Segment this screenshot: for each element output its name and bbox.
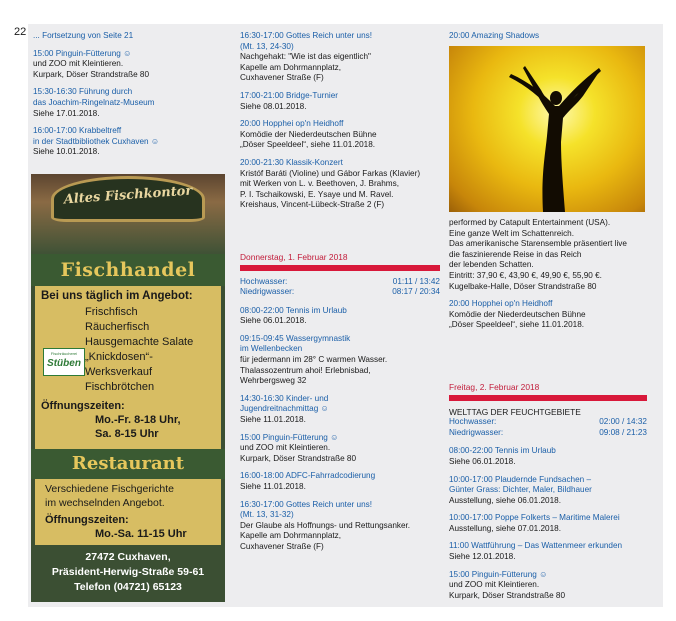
event-title: Günter Grass: Dichter, Maler, Bildhauer <box>449 485 592 495</box>
event-item <box>240 500 440 553</box>
event-detail: Komödie der Niederdeutschen Bühne <box>449 309 586 319</box>
page-number: 22 <box>14 26 27 38</box>
event-detail: Cuxhavener Straße (F) <box>240 73 324 83</box>
tide-times: 08:17 / 20:34 <box>392 287 440 297</box>
tide-label: Niedrigwasser: <box>240 287 295 297</box>
description-line: Kugelbake-Halle, Döser Strandstraße 80 <box>449 281 597 291</box>
stueben-logo <box>43 348 85 376</box>
event-list <box>240 306 440 553</box>
tide-row <box>240 277 440 288</box>
event-detail: und ZOO mit Kleintieren. <box>33 59 124 69</box>
ad-address-street: Präsident-Herwig-Straße 59-61 <box>51 566 205 578</box>
event-title: 15:00 Pinguin-Fütterung ☺ <box>449 569 548 579</box>
event-detail: und ZOO mit Kleintieren. <box>449 580 540 590</box>
ad-item-3: Hausgemachte Salate <box>85 336 194 348</box>
event-title: 15:00 Pinguin-Fütterung ☺ <box>240 432 339 442</box>
event-item <box>449 475 647 507</box>
tide-label: Niedrigwasser: <box>449 427 504 437</box>
ad-address-phone: Telefon (04721) 65123 <box>74 581 182 593</box>
tide-label: Hochwasser: <box>240 276 288 286</box>
tide-row <box>449 428 647 439</box>
tide-table <box>240 277 440 298</box>
event-detail: Kreishaus, Vincent-Lübeck-Straße 2 (F) <box>240 200 385 210</box>
event-item <box>240 334 440 387</box>
event-item <box>33 49 223 81</box>
day-rule <box>240 265 440 271</box>
event-title: 16:30-17:00 Gottes Reich unter uns! <box>240 499 372 509</box>
event-title: (Mt. 13, 24-30) <box>240 41 294 51</box>
event-detail: Kapelle am Dohrmannplatz, <box>240 62 342 72</box>
event-title: 16:30-17:00 Gottes Reich unter uns! <box>240 31 372 40</box>
event-item <box>240 433 440 465</box>
ad-restaurant-hours: Mo.-Sa. 11-15 Uhr <box>95 528 187 540</box>
event-item <box>449 513 647 534</box>
ad-offer-title: Bei uns täglich im Angebot: <box>41 290 193 302</box>
tide-label: Hochwasser: <box>449 417 497 427</box>
event-item <box>449 541 647 562</box>
description-line: performed by Catapult Entertainment (USA). <box>449 218 611 227</box>
event-item <box>33 87 223 119</box>
event-detail: Ausstellung, siehe 07.01.2018. <box>449 523 561 533</box>
ad-restaurant-line1: Verschiedene Fischgerichte <box>45 483 174 495</box>
event-detail: Siehe 11.01.2018. <box>240 482 306 491</box>
event-title: 17:00-21:00 Bridge-Turnier <box>240 90 339 100</box>
event-title: 08:00-22:00 Tennis im Urlaub <box>449 446 556 456</box>
event-title: 08:00-22:00 Tennis im Urlaub <box>240 305 347 315</box>
ad-banner-restaurant <box>31 449 225 479</box>
event-item <box>449 31 647 42</box>
event-title: 09:15-09:45 Wassergymnastik <box>240 333 351 343</box>
event-detail: Der Glaube als Hoffnungs- und Rettungsanker. <box>240 520 411 530</box>
event-item <box>240 119 440 151</box>
event-title: 20:00 Amazing Shadows <box>449 31 540 40</box>
event-title: 10:00-17:00 Plaudernde Fundsachen – <box>449 474 592 484</box>
event-title: 14:30-16:30 Kinder- und <box>240 393 329 403</box>
description-line: Das amerikanische Starensemble präsentiert live <box>449 239 627 249</box>
ad-address-city: 27472 Cuxhaven, <box>85 551 171 563</box>
ad-offer-panel <box>35 286 221 449</box>
event-title: in der Stadtbibliothek Cuxhaven ☺ <box>33 136 160 146</box>
event-detail: Kurpark, Döser Strandstraße 80 <box>449 590 566 600</box>
event-list <box>33 49 223 158</box>
event-detail: Siehe 08.01.2018. <box>240 101 307 111</box>
ad-hours-label: Öffnungszeiten: <box>41 400 125 412</box>
event-item <box>449 446 647 467</box>
fischkontor-advertisement <box>31 174 225 602</box>
stueben-logo-text: Stüben <box>47 358 81 369</box>
event-detail: für jedermann im 28° C warmen Wasser. <box>240 355 388 365</box>
event-detail: mit Werken von L. v. Beethoven, J. Brahms, <box>240 179 399 189</box>
description-line: der lebenden Schatten. <box>449 260 534 270</box>
event-title: 20:00 Hopphei op'n Heidhoff <box>240 119 344 129</box>
event-item <box>240 471 440 492</box>
event-title: das Joachim-Ringelnatz-Museum <box>33 97 155 107</box>
event-title: (Mt. 13, 31-32) <box>240 510 294 520</box>
event-title: 16:00-18:00 ADFC-Fahrradcodierung <box>240 471 376 481</box>
event-title: Jugendreitnachmittag ☺ <box>240 404 329 414</box>
ad-restaurant-line2: im wechselnden Angebot. <box>45 497 165 509</box>
event-list <box>449 31 647 42</box>
event-detail: Kurpark, Döser Strandstraße 80 <box>33 69 150 79</box>
dancer-silhouette-image <box>449 46 645 212</box>
event-detail: Kapelle am Dohrmannplatz, <box>240 531 342 541</box>
event-detail: Siehe 10.01.2018. <box>33 147 100 157</box>
amazing-shadows-photo <box>449 46 645 212</box>
continued-note: ... Fortsetzung von Seite 21 <box>33 31 134 40</box>
event-detail: Siehe 06.01.2018. <box>449 456 516 466</box>
ad-restaurant-panel <box>35 479 221 545</box>
tide-times: 02:00 / 14:32 <box>599 417 647 427</box>
event-item <box>449 299 647 331</box>
stueben-logo-small: Fischräucherei <box>50 351 78 356</box>
event-detail: „Döser Speeldeel“, siehe 11.01.2018. <box>449 320 585 330</box>
shadows-description <box>449 218 647 292</box>
ad-hours-weekdays: Mo.-Fr. 8-18 Uhr, <box>95 414 181 426</box>
event-detail: Thalassozentrum ahoi! Erlebnisbad, <box>240 365 371 375</box>
event-title: 10:00-17:00 Poppe Folkerts – Maritime Malerei <box>449 513 620 523</box>
event-title: 11:00 Wattführung – Das Wattenmeer erkunden <box>449 541 623 551</box>
event-list <box>240 31 440 211</box>
ad-item-1: Frischfisch <box>85 306 138 318</box>
event-detail: Komödie der Niederdeutschen Bühne <box>240 129 377 139</box>
ad-banner-fischhandel-text: Fischhandel <box>60 259 196 281</box>
event-detail: Ausstellung, siehe 06.01.2018. <box>449 495 561 505</box>
tide-row <box>240 287 440 298</box>
event-title: 20:00-21:30 Klassik-Konzert <box>240 157 343 167</box>
description-line: die faszinierende Reise in das Reich <box>449 249 582 259</box>
event-detail: Kristóf Baráti (Violine) und Gábor Farkas (Klavier) <box>240 168 421 178</box>
tide-row <box>449 417 647 428</box>
column-2 <box>240 31 440 560</box>
tide-times: 01:11 / 13:42 <box>392 276 440 286</box>
event-detail: Kurpark, Döser Strandstraße 80 <box>240 453 357 463</box>
event-title: im Wellenbecken <box>240 344 303 354</box>
event-list <box>449 446 647 601</box>
event-item <box>240 91 440 112</box>
column-1 <box>33 31 223 165</box>
event-item <box>240 394 440 426</box>
ad-item-2: Räucherfisch <box>85 321 150 333</box>
day-heading: Donnerstag, 1. Februar 2018 <box>240 251 348 262</box>
event-title: 15:30-16:30 Führung durch <box>33 87 133 97</box>
ad-item-5: Werksverkauf <box>85 366 153 378</box>
description-line: Eine ganze Welt im Schattenreich. <box>449 228 574 238</box>
tide-times: 09:08 / 21:23 <box>599 427 647 437</box>
ad-item-6: Fischbrötchen <box>85 381 155 393</box>
event-title: 16:00-17:00 Krabbeltreff <box>33 126 122 136</box>
event-item <box>33 126 223 158</box>
day-heading: Freitag, 2. Februar 2018 <box>449 381 540 392</box>
event-detail: Siehe 17.01.2018. <box>33 108 100 118</box>
event-list <box>449 299 647 331</box>
ad-item-4: „Knickdosen“- <box>85 351 153 363</box>
event-item <box>240 31 440 84</box>
event-detail: P. I. Tschaikowski, E. Ysaye und M. Ravel. <box>240 189 394 199</box>
event-detail: Cuxhavener Straße (F) <box>240 541 324 551</box>
ad-restaurant-hours-label: Öffnungszeiten: <box>45 514 129 526</box>
ad-banner-fischhandel <box>31 254 225 286</box>
event-detail: Siehe 06.01.2018. <box>240 316 307 326</box>
ad-address <box>31 550 225 595</box>
event-item <box>240 158 440 211</box>
event-detail: Siehe 12.01.2018. <box>449 552 516 562</box>
event-title: 20:00 Hopphei op'n Heidhoff <box>449 299 553 309</box>
tide-table <box>449 417 647 438</box>
day-subheading: WELTTAG DER FEUCHTGEBIETE <box>449 406 581 417</box>
event-detail: Nachgehakt: "Wie ist das eigentlich" <box>240 52 371 62</box>
day-rule <box>449 395 647 401</box>
description-line: Eintritt: 37,90 €, 43,90 €, 49,90 €, 55,90 €. <box>449 270 602 280</box>
ad-banner-restaurant-text: Restaurant <box>71 453 185 474</box>
event-detail: Siehe 11.01.2018. <box>240 415 306 425</box>
column-3-lower <box>449 218 647 608</box>
event-detail: „Döser Speeldeel“, siehe 11.01.2018. <box>240 140 376 150</box>
ad-hours-saturday: Sa. 8-15 Uhr <box>95 428 159 440</box>
event-item <box>449 570 647 602</box>
event-detail: und ZOO mit Kleintieren. <box>240 443 331 453</box>
event-title: 15:00 Pinguin-Fütterung ☺ <box>33 48 132 58</box>
ad-sign-text: Altes Fischkontor <box>63 183 193 208</box>
event-detail: Wehrbergsweg 32 <box>240 376 307 386</box>
event-item <box>240 306 440 327</box>
